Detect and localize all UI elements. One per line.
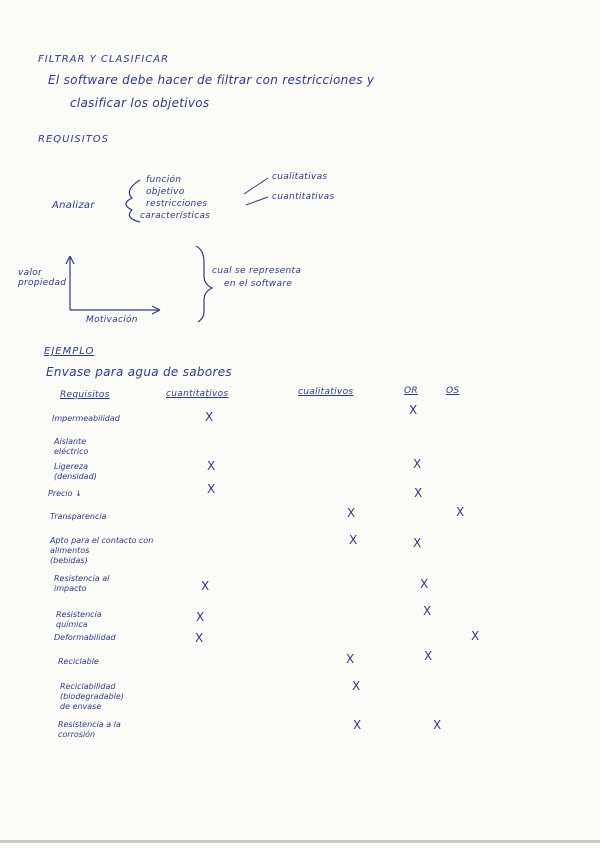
mark-corrosion-or: X [433,718,442,732]
row-label-aislante: Aislante eléctrico [54,437,89,456]
mark-reciclable-or: X [424,649,433,663]
row-label-reciclabilidad: Reciclabilidad (biodegradable) de envase [60,682,124,711]
row-label-transparencia: Transparencia [50,512,107,521]
mark-impermeabilidad-cuantitativos: X [205,410,214,424]
branch-funcion: función [146,175,182,185]
mark-reciclabilidad-cualitativos: X [352,679,361,693]
row-label-corrosion: Resistencia a la corrosión [58,720,121,739]
mark-transparencia-os: X [456,505,465,519]
example-heading: EJEMPLO [44,346,95,357]
header-or: OR [404,386,418,396]
page-bottom-edge [0,840,600,843]
mark-impacto-cuantitativos: X [201,579,210,593]
mark-transparencia-cualitativos: X [347,506,356,520]
header-cualitativos: cualitativos [298,387,354,397]
brace-note-2: en el software [224,279,293,289]
row-label-apto: Apto para el contacto con alimentos (bebidas) [50,536,154,565]
section1-heading: FILTRAR Y CLASIFICAR [38,54,170,65]
header-requisitos: Requisitos [60,390,110,400]
mark-ligereza-or: X [413,457,422,471]
mark-reciclable-cualitativos: X [346,652,355,666]
x-axis-label: Motivación [86,315,138,325]
mark-impacto-or: X [420,577,429,591]
row-label-precio: Precio ↓ [48,489,82,498]
header-os: OS [446,386,460,396]
mark-corrosion-cualitativos: X [353,718,362,732]
row-label-ligereza: Ligereza (densidad) [54,462,97,481]
branch-caracteristicas: características [140,211,211,221]
right-top-label: cualitativas [272,172,328,182]
mark-deformabilidad-os: X [471,629,480,643]
right-bottom-label: cuantitativas [272,192,335,202]
row-label-impermeabilidad: Impermeabilidad [52,414,120,423]
mark-ligereza-cuantitativos: X [207,459,216,473]
mark-apto-cualitativos: X [349,533,358,547]
row-label-reciclable: Reciclable [58,657,99,666]
analizar-label: Analizar [52,200,95,211]
mark-precio-or: X [414,486,423,500]
section2-heading: REQUISITOS [38,134,110,145]
mark-quimica-or: X [423,604,432,618]
section1-line1: El software debe hacer de filtrar con restricciones y [48,73,375,87]
brace-note-1: cual se representa [212,266,302,276]
section1-line2: clasificar los objetivos [70,96,210,110]
mark-apto-or: X [413,536,422,550]
row-label-resistencia-quimica: Resistencia química [56,610,102,629]
branch-objetivo: objetivo [146,187,185,197]
branch-restricciones: restricciones [146,199,208,209]
example-subtitle: Envase para agua de sabores [46,365,232,379]
row-label-resistencia-impacto: Resistencia al impacto [54,574,110,593]
mark-deformabilidad-cuantitativos: X [195,631,204,645]
mark-impermeabilidad-or: X [409,403,418,417]
mark-quimica-cuantitativos: X [196,610,205,624]
mark-precio-cuantitativos: X [207,482,216,496]
row-label-deformabilidad: Deformabilidad [54,633,116,642]
y-axis-label: valor propiedad [18,268,67,288]
header-cuantitativos: cuantitativos [166,389,229,399]
